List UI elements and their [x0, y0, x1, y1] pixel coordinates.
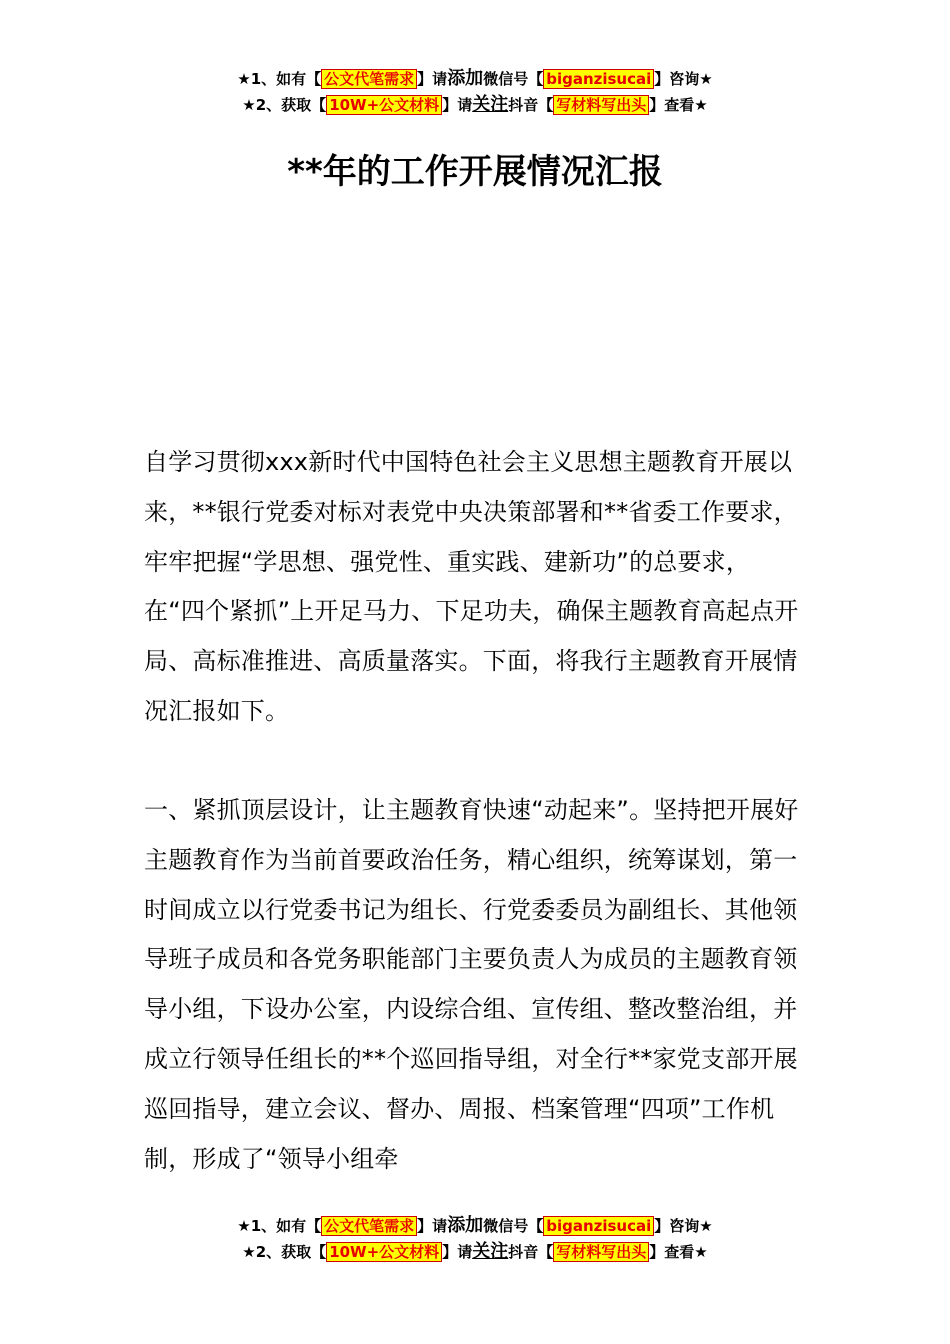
promo-text: ★2、获取【 [242, 1243, 327, 1261]
promo-text: 抖音【 [508, 1243, 554, 1261]
promo-text: ★1、如有【 [237, 70, 322, 88]
promo-text: 抖音【 [508, 96, 554, 114]
promo-text: 】咨询★ [654, 1217, 713, 1235]
promo-text: 】查看★ [649, 96, 708, 114]
bottom-promo-banner [0, 1213, 950, 1265]
promo-text: ★1、如有【 [237, 1217, 322, 1235]
body-paragraph-intro: 自学习贯彻xxx新时代中国特色社会主义思想主题教育开展以来，**银行党委对标对表党中央决策部署和**省委工作要求，牢牢把握“学思想、强党性、重实践、建新功”的总要求，在“四个紧抓”上开足马力、下足功夫，确保主题教育高起点开局、高标准推进、高质量落实。下面，将我行主题教育开展情况汇报如下。 [144, 448, 799, 725]
promo-emphasis: 关注 [472, 1241, 509, 1262]
promo-line-1 [0, 1213, 950, 1239]
promo-emphasis: 添加 [447, 68, 484, 89]
promo-line-2 [0, 92, 950, 118]
promo-emphasis: 添加 [447, 1215, 484, 1236]
promo-text: 】咨询★ [654, 70, 713, 88]
promo-highlight: 公文代笔需求 [321, 69, 417, 89]
promo-emphasis: 关注 [472, 94, 509, 115]
promo-highlight: 10W+公文材料 [326, 95, 442, 115]
promo-highlight: 10W+公文材料 [326, 1242, 442, 1262]
wechat-id-highlight: biganzisucai [543, 69, 654, 89]
promo-text: 】请 [442, 96, 473, 114]
promo-line-1 [0, 66, 950, 92]
promo-text: 】请 [417, 1217, 448, 1235]
document-title: **年的工作开展情况汇报 [287, 152, 663, 192]
promo-text: 】请 [417, 70, 448, 88]
body-paragraph-section-1: 一、紧抓顶层设计，让主题教育快速“动起来”。坚持把开展好主题教育作为当前首要政治任务，精心组织，统筹谋划，第一时间成立以行党委书记为组长、行党委委员为副组长、其他领导班子成员和各党务职能部门主要负责人为成员的主题教育领导小组，下设办公室，内设综合组、宣传组、整改整治组，并成立行领导任组长的**个巡回指导组，对全行**家党支部开展巡回指导，建立会议、督办、周报、档案管理“四项”工作机制，形成了“领导小组牵 [144, 796, 799, 1173]
douyin-id-highlight: 写材料写出头 [553, 95, 649, 115]
douyin-id-highlight: 写材料写出头 [553, 1242, 649, 1262]
promo-highlight: 公文代笔需求 [321, 1216, 417, 1236]
promo-text: 】查看★ [649, 1243, 708, 1261]
top-promo-banner [0, 66, 950, 118]
promo-line-2 [0, 1239, 950, 1265]
promo-text: 】请 [442, 1243, 473, 1261]
promo-text: 微信号【 [483, 1217, 544, 1235]
promo-text: 微信号【 [483, 70, 544, 88]
promo-text: ★2、获取【 [242, 96, 327, 114]
wechat-id-highlight: biganzisucai [543, 1216, 654, 1236]
